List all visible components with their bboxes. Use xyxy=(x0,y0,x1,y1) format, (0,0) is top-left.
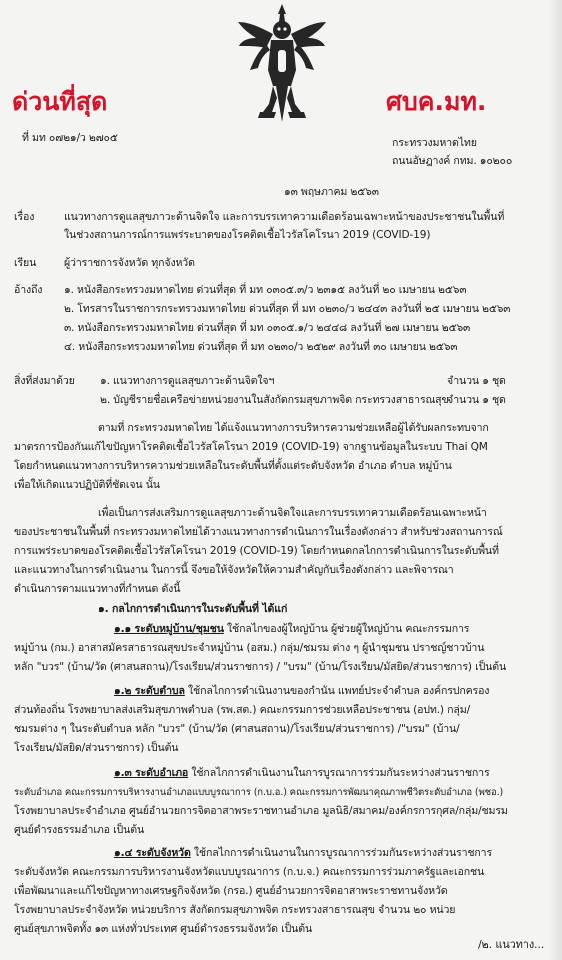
body-line: โรงพยาบาลประจำอำเภอ ศูนย์อำนวยการจิตอาสาพระราชทานอำเภอ มูลนิธิ/สมาคม/องค์กรการกุศล/กลุ่ม/ชมรม xyxy=(14,805,508,817)
body-line: มาตรการป้องกันแก้ไขปัญหาโรคติดเชื้อไวรัสโคโรนา 2019 (COVID-19) จากฐานข้อมูลในระบบ Thai QM xyxy=(14,441,488,453)
body-line: การแพร่ระบาดของโรคติดเชื้อไวรัสโคโรนา 2019 (COVID-19) โดยกำหนดกลไกการดำเนินการในระดับพื้นที่ xyxy=(14,545,499,557)
continuation-mark: /๒. แนวทาง... xyxy=(478,938,545,951)
section-heading: ๑. กลไกการดำเนินการในระดับพื้นที่ ได้แก่ xyxy=(98,603,288,615)
section-item-text: ใช้กลไกการดำเนินงานในการบูรณาการร่วมกันระหว่างส่วนราชการ xyxy=(190,847,493,859)
reference-item: ๓. หนังสือกระทรวงมหาดไทย ด่วนที่สุด ที่ มท ๐๓๐๕.๑/ว ๒๔๔๘ ลงวันที่ ๒๗ เมษายน ๒๕๖๓ xyxy=(64,322,471,334)
subject-line: แนวทางการดูแลสุขภาวะด้านจิตใจ และการบรรเทาความเดือดร้อนเฉพาะหน้าของประชาชนในพื้นที่ xyxy=(64,211,505,223)
section-item-first-line xyxy=(114,847,492,860)
body-line: และแนวทางในการดำเนินงาน ในการนี้ จึงขอให้จังหวัดให้ความสำคัญกับเรื่องดังกล่าว และพิจารณา xyxy=(14,564,454,576)
section-item-label: ๑.๓ ระดับอำเภอ xyxy=(114,767,189,779)
reference-item: ๑. หนังสือกระทรวงมหาดไทย ด่วนที่สุด ที่ มท ๐๓๐๕.๓/ว ๒๓๑๕ ลงวันที่ ๒๐ เมษายน ๒๕๖๓ xyxy=(64,284,467,296)
body-line: ศูนย์สุขภาพจิตทั้ง ๑๓ แห่งทั่วประเทศ ศูนย์ดำรงธรรมจังหวัด เป็นต้น xyxy=(14,923,313,935)
body-line: โรงพยาบาลประจำจังหวัด หน่วยบริการ สังกัดกรมสุขภาพจิต กระทรวงสาธารณสุข จำนวน ๒๐ หน่วย xyxy=(14,904,456,916)
section-item-first-line xyxy=(114,685,489,698)
body-line: ระดับอำเภอ คณะกรรมการบริหารงานอำเภอแบบบูรณาการ (ก.บ.อ.) คณะกรรมการพัฒนาคุณภาพชีวิตระดับอำเภอ (พชอ.) xyxy=(14,787,504,798)
body-line: ตามที่ กระทรวงมหาดไทย ได้แจ้งแนวทางการบริหารความช่วยเหลือผู้ได้รับผลกระทบจาก xyxy=(98,422,489,434)
section-item-label: ๑.๔ ระดับจังหวัด xyxy=(114,847,191,859)
section-item-text: ใช้กลไกของผู้ใหญ่บ้าน ผู้ช่วยผู้ใหญ่บ้าน คณะกรรมการ xyxy=(223,623,470,635)
enclosures-label: สิ่งที่ส่งมาด้วย xyxy=(14,375,75,387)
enclosure-quantity: จำนวน ๑ ชุด xyxy=(447,375,506,387)
reference-item: ๒. โทรสารในราชการกระทรวงมหาดไทย ด่วนที่สุด ที่ มท ๐๒๓๐/ว ๒๔๔๓ ลงวันที่ ๒๕ เมษายน ๒๕๖๓ xyxy=(64,303,511,315)
body-line: ส่วนท้องถิ่น โรงพยาบาลส่งเสริมสุขภาพตำบล (รพ.สต.) คณะกรรมการช่วยเหลือประชาชน (อปท.) กลุ่ม/ xyxy=(14,704,470,716)
body-line: เพื่อเป็นการส่งเสริมการดูแลสุขภาวะด้านจิตใจและการบรรเทาความเดือดร้อนเฉพาะหน้า xyxy=(98,507,487,519)
section-item-first-line xyxy=(114,623,469,636)
body-line: หมู่บ้าน (กม.) อาสาสมัครสาธารณสุขประจำหมู่บ้าน (อสม.) กลุ่ม/ชมรม ต่าง ๆ ผู้นำชุมชน ปราชญ์ชาวบ้าน xyxy=(14,642,485,654)
enclosure-item: ๒. บัญชีรายชื่อเครือข่ายหน่วยงานในสังกัดกรมสุขภาพจิต กระทรวงสาธารณสุข xyxy=(100,394,449,406)
body-line: ดำเนินการตามแนวทางที่กำหนด ดังนี้ xyxy=(14,583,181,595)
department-heading: ศบค.มท. xyxy=(386,87,487,116)
body-line: เพื่อพัฒนาและแก้ไขปัญหาทางเศรษฐกิจจังหวัด (กรอ.) ศูนย์อำนวยการจิตอาสาพระราชทานจังหวัด xyxy=(14,885,448,897)
references-label: อ้างถึง xyxy=(14,284,43,296)
reference-number: ที่ มท ๐๗๒๑/ว ๒๗๐๕ xyxy=(22,132,118,144)
section-item-text: ใช้กลไกการดำเนินงานของกำนัน แพทย์ประจำตำบล องค์กรปกครอง xyxy=(184,685,490,697)
document-date: ๑๓ พฤษภาคม ๒๕๖๓ xyxy=(284,186,379,198)
body-line: โรงเรียน/มัสยิด/ส่วนราชการ) เป็นต้น xyxy=(14,742,179,754)
subject-line: ในช่วงสถานการณ์การแพร่ระบาดของโรคติดเชื้อไวรัสโคโรนา 2019 (COVID-19) xyxy=(64,229,431,241)
urgency-heading: ด่วนที่สุด xyxy=(12,87,108,116)
recipient-label: เรียน xyxy=(14,257,37,269)
body-line: ระดับจังหวัด คณะกรรมการบริหารงานจังหวัดแบบบูรณาการ (ก.บ.จ.) คณะกรรมการร่วมภาครัฐและเอกชน xyxy=(14,866,485,878)
recipient-text: ผู้ว่าราชการจังหวัด ทุกจังหวัด xyxy=(64,257,195,269)
body-line: ชมรมต่าง ๆ ในระดับตำบล หลัก "บวร" (บ้าน/วัด (ศาสนสถาน)/โรงเรียน/ส่วนราชการ) /"บรม" (บ้าน/ xyxy=(14,723,460,735)
subject-label: เรื่อง xyxy=(14,211,35,223)
section-item-label: ๑.๑ ระดับหมู่บ้าน/ชุมชน xyxy=(114,623,224,635)
enclosure-item: ๑. แนวทางการดูแลสุขภาวะด้านจิตใจฯ xyxy=(100,375,275,387)
page-edge-shadow xyxy=(548,0,562,960)
ministry-name: กระทรวงมหาดไทย xyxy=(392,137,477,149)
section-item-first-line xyxy=(114,767,490,780)
body-line: หลัก "บวร" (บ้าน/วัด (ศาสนสถาน)/โรงเรียน/ส่วนราชการ) / "บรม" (บ้าน/โรงเรียน/มัสยิด/ส่วนราชการ) เป็นต้น xyxy=(14,661,507,673)
ministry-address: ถนนอัษฎางค์ กทม. ๑๐๒๐๐ xyxy=(392,155,513,167)
body-line: โดยกำหนดแนวทางการบริหารความช่วยเหลือในระดับพื้นที่ตั้งแต่ระดับจังหวัด อำเภอ ตำบล หมู่บ้าน xyxy=(14,460,452,472)
section-item-text: ใช้กลไกการดำเนินงานในการบูรณาการร่วมกันระหว่างส่วนราชการ xyxy=(188,767,490,779)
enclosure-quantity: จำนวน ๑ ชุด xyxy=(447,394,506,406)
section-item-label: ๑.๒ ระดับตำบล xyxy=(114,685,185,697)
garuda-emblem-icon xyxy=(236,0,328,150)
body-line: เพื่อให้เกิดแนวปฏิบัติที่ชัดเจน นั้น xyxy=(14,479,160,491)
body-line: ของประชาชนในพื้นที่ กระทรวงมหาดไทยได้วางแนวทางการดำเนินการในเรื่องดังกล่าว สำหรับช่วงสถานการณ์ xyxy=(14,526,503,538)
body-line: ศูนย์ดำรงธรรมอำเภอ เป็นต้น xyxy=(14,824,145,836)
reference-item: ๔. หนังสือกระทรวงมหาดไทย ด่วนที่สุด ที่ มท ๐๒๓๐/ว ๒๕๒๙ ลงวันที่ ๓๐ เมษายน ๒๕๖๓ xyxy=(64,341,458,353)
